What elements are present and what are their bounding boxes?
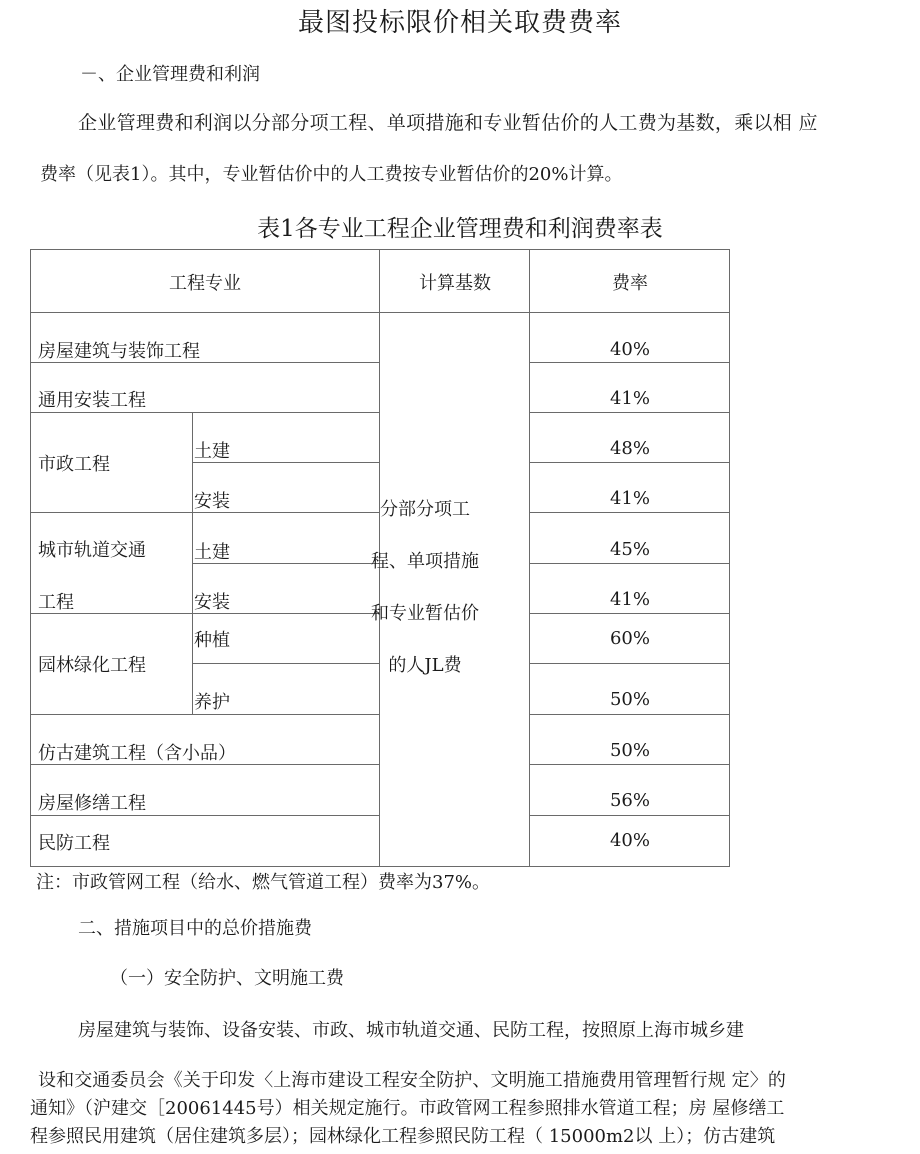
row-line bbox=[530, 462, 730, 463]
table-row-category: 房屋修缮工程 bbox=[38, 793, 146, 814]
calc-basis-line: 的人JL费 bbox=[388, 655, 462, 676]
table-row-rate: 40% bbox=[609, 339, 650, 360]
table-row-rate: 41% bbox=[609, 388, 650, 409]
table-row-sub: 土建 bbox=[194, 441, 230, 462]
row-line bbox=[530, 362, 730, 363]
table-row-rate: 41% bbox=[609, 488, 650, 509]
header-bottom-line bbox=[30, 312, 730, 313]
table-row-category: 仿古建筑工程（含小品） bbox=[38, 743, 236, 764]
section-heading-1: －、企业管理费和利润 bbox=[80, 64, 260, 85]
table-row-rate: 45% bbox=[609, 539, 650, 560]
row-line bbox=[30, 815, 380, 816]
row-line bbox=[30, 412, 380, 413]
table-row-category: 园林绿化工程 bbox=[38, 655, 146, 676]
table-row-rate: 41% bbox=[609, 589, 650, 610]
table-row-sub: 种植 bbox=[194, 630, 230, 651]
calc-basis-line: 和专业暂估价 bbox=[371, 603, 479, 624]
table-row-rate: 48% bbox=[609, 438, 650, 459]
row-line bbox=[530, 563, 730, 564]
paragraph-2-line-1: 房屋建筑与装饰、设备安装、市政、城市轨道交通、民防工程，按照原上海市城乡建 bbox=[78, 1020, 744, 1041]
table-row-sub: 安装 bbox=[194, 592, 230, 613]
calc-basis-line: 程、单项措施 bbox=[371, 551, 479, 572]
table-row-rate: 40% bbox=[609, 830, 650, 851]
table-row-category: 民防工程 bbox=[38, 833, 110, 854]
table-row-sub: 土建 bbox=[194, 542, 230, 563]
paragraph-1-line-2: 费率（见表1）。其中，专业暂估价中的人工费按专业暂估价的20%计算。 bbox=[40, 164, 623, 185]
table-border-left bbox=[30, 249, 31, 867]
row-line bbox=[530, 512, 730, 513]
section-heading-2: 二、措施项目中的总价措施费 bbox=[78, 918, 312, 939]
table-row-sub: 安装 bbox=[194, 491, 230, 512]
table-row-category: 市政工程 bbox=[38, 454, 110, 475]
table-border-top bbox=[30, 249, 730, 250]
calc-basis-line: 分部分项工 bbox=[380, 499, 470, 520]
calc-basis-text bbox=[350, 484, 500, 692]
row-line bbox=[530, 764, 730, 765]
row-line bbox=[530, 663, 730, 664]
row-line bbox=[530, 613, 730, 614]
header-rate: 费率 bbox=[612, 273, 648, 294]
paragraph-2-line-2: 设和交通委员会《关于印发〈上海市建设工程安全防护、文明施工措施费用管理暂行规 定〉的 bbox=[38, 1070, 786, 1091]
page-title: 最图投标限价相关取费费率 bbox=[297, 8, 622, 38]
subsection-heading-1: （一）安全防护、文明施工费 bbox=[110, 968, 344, 989]
table-row-category: 工程 bbox=[38, 592, 74, 613]
row-line bbox=[530, 815, 730, 816]
header-calc-basis: 计算基数 bbox=[419, 273, 491, 294]
table-caption: 表1各专业工程企业管理费和利润费率表 bbox=[257, 216, 663, 242]
row-line bbox=[530, 714, 730, 715]
table-row-sub: 养护 bbox=[194, 692, 230, 713]
table-row-category: 城市轨道交通 bbox=[38, 540, 146, 561]
table-row-rate: 60% bbox=[609, 628, 650, 649]
table-row-rate: 50% bbox=[609, 740, 650, 761]
table-row-rate: 50% bbox=[609, 689, 650, 710]
table-row-category: 房屋建筑与装饰工程 bbox=[38, 341, 200, 362]
row-line bbox=[30, 714, 380, 715]
paragraph-1-line-1: 企业管理费和利润以分部分项工程、单项措施和专业暂估价的人工费为基数，乘以相 应 bbox=[78, 112, 818, 134]
paragraph-2-line-4: 程参照民用建筑（居住建筑多层）；园林绿化工程参照民防工程（ 15000m2以 上）；仿古建筑 bbox=[30, 1126, 776, 1147]
table-note: 注：市政管网工程（给水、燃气管道工程）费率为37%。 bbox=[36, 872, 491, 893]
table-row-category: 通用安装工程 bbox=[38, 390, 146, 411]
row-line bbox=[530, 412, 730, 413]
table-border-bottom bbox=[30, 866, 730, 867]
header-discipline: 工程专业 bbox=[169, 273, 241, 294]
table-row-rate: 56% bbox=[609, 790, 650, 811]
paragraph-2-line-3: 通知》（沪建交［20061445号）相关规定施行。市政管网工程参照排水管道工程；房 屋修缮工 bbox=[30, 1098, 785, 1119]
